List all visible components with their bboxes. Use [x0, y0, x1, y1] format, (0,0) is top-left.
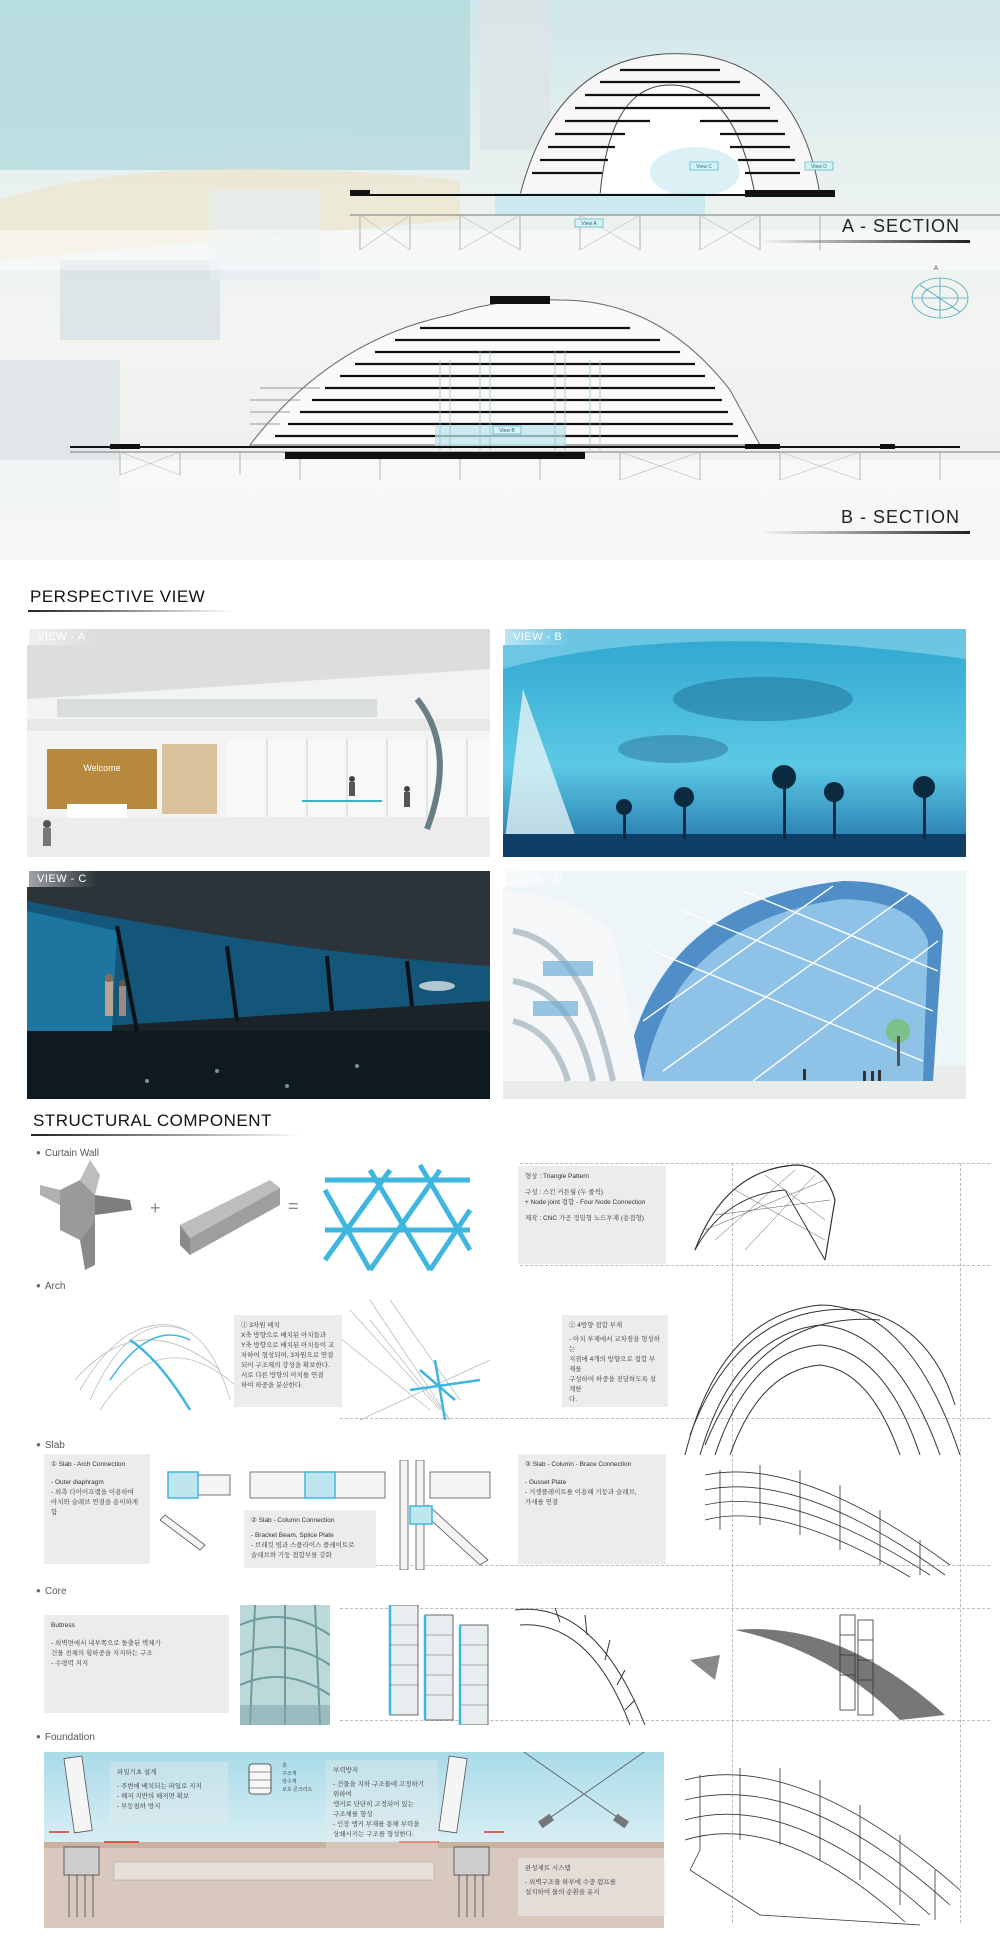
- foundation-legend: 층 구조재 방수재 보호 콘크리트: [282, 1763, 313, 1793]
- structural-heading: STRUCTURAL COMPONENT: [33, 1111, 272, 1130]
- core-label: ● Core: [36, 1586, 67, 1597]
- arch-note-2: ② 4방향 접합 부재 - 아치 부재에서 교차점을 형성하는 지점에 4개의 방향으로 접합 부재를 구성하여 하중을 전달하도록 설계한 다.: [562, 1315, 668, 1407]
- core-arch-frame-model: [515, 1600, 675, 1730]
- arch-3d-model: [680, 1295, 970, 1465]
- b-section-label: B - SECTION: [840, 507, 960, 527]
- foundation-3d-model: [680, 1740, 970, 1930]
- view-tag-label: View A: [581, 221, 597, 227]
- view-c-panel: [27, 871, 490, 1099]
- view-a-render: [27, 629, 490, 857]
- pile-detail: [249, 1764, 271, 1794]
- view-b-render: [503, 629, 966, 857]
- tower-backdrop: [480, 0, 550, 150]
- foundation-note-3: 완성제트 시스템 - 외벽구조물 하부에 수중 펌프를 설치하여 물의 순환을 유지: [518, 1858, 666, 1916]
- foundation-label: ● Foundation: [36, 1732, 95, 1743]
- arch-label: ● Arch: [36, 1281, 65, 1292]
- slab-3d-model: [700, 1455, 960, 1580]
- view-tag-label: View C: [696, 164, 712, 170]
- perspective-heading-rule: [28, 610, 233, 612]
- equals-sign: =: [288, 1196, 299, 1216]
- curtain-wall-note: 형상 : Triangle Pattern 구성 : 스킨 커튼월 (두 줄씩) + Node joint 접합 - Four Node Connection 제작 : CNC 가공 정밀형 노드부재 (용접형): [518, 1166, 666, 1264]
- a-section-underline: [760, 240, 970, 243]
- mullion-model: [180, 1180, 280, 1255]
- node-joint-model: [40, 1160, 132, 1270]
- arch-4way-joint: [330, 1300, 490, 1420]
- structural-heading-rule: [31, 1134, 301, 1136]
- slab-note-1: ① Slab - Arch Connection - Outer diaphragm - 외측 다이어프램을 이용하여 아치와 슬래브 연결을 용이하게 함: [44, 1454, 150, 1564]
- plus-sign: +: [150, 1198, 161, 1218]
- view-d-render: [503, 871, 966, 1099]
- core-3d-model: [690, 1600, 960, 1735]
- view-a-label: VIEW - A: [27, 629, 96, 645]
- slab-note-2: ② Slab - Column Connection - Bracket Beam, Splice Plate - 브래킷 빔과 스플라이스 플레이트로 슬래브와 기둥 접합부를 강화: [244, 1510, 376, 1568]
- foundation-note-1: 파일기초 설계 - 주변에 배치되는 파일로 지지 - 해저 지반의 해저면 확보 - 부등침하 방지: [110, 1762, 228, 1824]
- perspective-heading: PERSPECTIVE VIEW: [30, 587, 206, 606]
- welcome-sign: Welcome: [83, 763, 121, 773]
- view-tag-label: View B: [499, 428, 515, 434]
- b-section-underline: [760, 531, 970, 534]
- core-note: Buttress - 외벽면에서 내부쪽으로 돌출된 벽체가 건물 전체의 횡하중을 지지하는 구조 - 수평력 지지: [44, 1615, 229, 1713]
- core-frame-model: [380, 1605, 500, 1725]
- triangle-grid-model: [325, 1165, 470, 1270]
- view-d-panel: [503, 871, 966, 1099]
- view-a-panel: [27, 629, 490, 857]
- view-tag-label: View D: [811, 164, 827, 170]
- curtain-wall-label: ● Curtain Wall: [36, 1148, 99, 1159]
- arch-note-1: ① 3차원 배치 X축 방향으로 배치된 아치들과 Y축 방향으로 배치된 아치들이 교 차하여 형성되며, 3차원으로 연결 되어 구조체의 강성을 확보한다. 서로 다른 방향의 아치를 연결 하여 하중을 분산한다.: [234, 1315, 342, 1407]
- slab-note-3: ③ Slab - Column - Brace Connection - Gusset Plate - 거셋플레이트를 이용해 기둥과 슬래브, 가새를 연결: [518, 1454, 666, 1564]
- view-d-label: VIEW - D: [503, 871, 573, 887]
- curtain-wall-3d-model: [685, 1160, 845, 1270]
- view-b-label: VIEW - B: [503, 629, 572, 645]
- view-c-label: VIEW - C: [27, 871, 97, 887]
- sections-panel: [0, 0, 1000, 560]
- compass-diagram: [912, 278, 968, 318]
- view-b-panel: [503, 629, 966, 857]
- a-section-label: A - SECTION: [841, 216, 960, 236]
- foundation-note-2: 부력방지 - 건물을 지하 구조물에 고정하기 위하여 앵커로 단단히 고정되어 있는 구조체를 형성 - 인장 앵커 부재를 통해 부력을 상쇄시키는 구조를 형성한다.: [326, 1760, 438, 1848]
- slab-label: ● Slab: [36, 1440, 65, 1451]
- core-buttress-photo: [240, 1605, 330, 1725]
- view-c-render: [27, 871, 490, 1099]
- compass-label: A: [934, 266, 939, 272]
- curtain-wall-components: [40, 1160, 520, 1280]
- section-drawings: [0, 0, 1000, 560]
